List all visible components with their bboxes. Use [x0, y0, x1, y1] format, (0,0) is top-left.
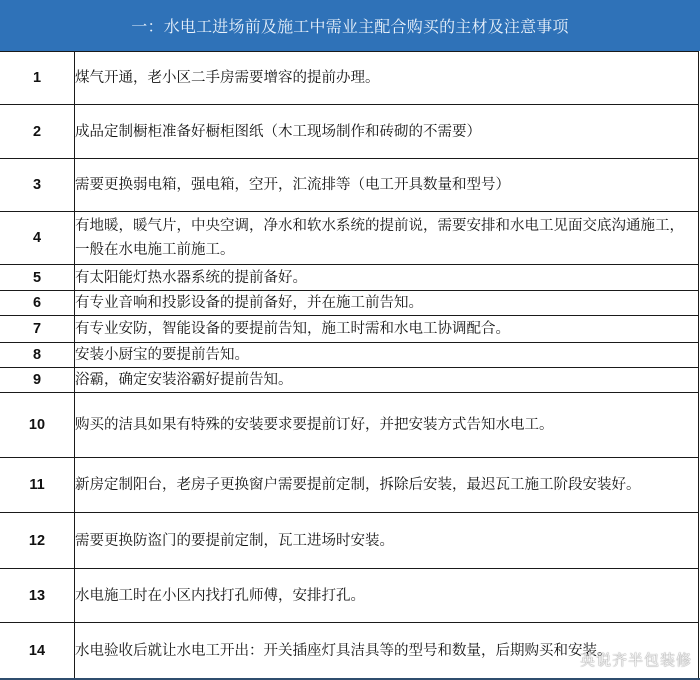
- table-row: [0, 105, 699, 159]
- row-number: 12: [0, 513, 75, 569]
- row-number: 5: [0, 265, 75, 291]
- row-number: 9: [0, 368, 75, 393]
- row-text: 有专业音响和投影设备的提前备好，并在施工前告知。: [75, 291, 699, 316]
- row-number: 3: [0, 159, 75, 212]
- table-title-header: [0, 0, 700, 51]
- row-number: 14: [0, 623, 75, 679]
- row-text: 安装小厨宝的要提前告知。: [75, 343, 699, 368]
- row-text: 浴霸，确定安装浴霸好提前告知。: [75, 368, 699, 393]
- row-text: 煤气开通，老小区二手房需要增容的提前办理。: [75, 52, 699, 105]
- table-row: [0, 265, 699, 291]
- table-title: 一：水电工进场前及施工中需业主配合购买的主材及注意事项: [131, 17, 569, 36]
- row-number: 6: [0, 291, 75, 316]
- row-text: 有专业安防，智能设备的要提前告知，施工时需和水电工协调配合。: [75, 316, 699, 343]
- row-number: 11: [0, 458, 75, 513]
- table-row: [0, 291, 699, 316]
- table-row: [0, 368, 699, 393]
- checklist-table: [0, 51, 699, 679]
- table-row: [0, 52, 699, 105]
- table-row: [0, 316, 699, 343]
- table-row: [0, 212, 699, 265]
- watermark: 英说齐半包装修: [579, 651, 692, 669]
- row-text: 购买的洁具如果有特殊的安装要求要提前订好，并把安装方式告知水电工。: [75, 393, 699, 458]
- row-text: 新房定制阳台，老房子更换窗户需要提前定制，拆除后安装，最迟瓦工施工阶段安装好。: [75, 458, 699, 513]
- table-row: [0, 159, 699, 212]
- row-number: 8: [0, 343, 75, 368]
- row-text: 水电验收后就让水电工开出：开关插座灯具洁具等的型号和数量，后期购买和安装。: [75, 623, 699, 679]
- table-row: [0, 569, 699, 623]
- row-text: 需要更换弱电箱，强电箱，空开，汇流排等（电工开具数量和型号）: [75, 159, 699, 212]
- row-text: 有地暖，暖气片，中央空调，净水和软水系统的提前说，需要安排和水电工见面交底沟通施工，一般在水电施工前施工。: [75, 212, 699, 265]
- row-text: 成品定制橱柜准备好橱柜图纸（木工现场制作和砖砌的不需要）: [75, 105, 699, 159]
- row-number: 13: [0, 569, 75, 623]
- row-text: 需要更换防盗门的要提前定制，瓦工进场时安装。: [75, 513, 699, 569]
- row-text: 水电施工时在小区内找打孔师傅，安排打孔。: [75, 569, 699, 623]
- table-row: [0, 623, 699, 679]
- row-text: 有太阳能灯热水器系统的提前备好。: [75, 265, 699, 291]
- row-number: 10: [0, 393, 75, 458]
- table-row: [0, 458, 699, 513]
- table-row: [0, 393, 699, 458]
- row-number: 7: [0, 316, 75, 343]
- row-number: 2: [0, 105, 75, 159]
- row-number: 1: [0, 52, 75, 105]
- table-row: [0, 513, 699, 569]
- table-row: [0, 343, 699, 368]
- row-number: 4: [0, 212, 75, 265]
